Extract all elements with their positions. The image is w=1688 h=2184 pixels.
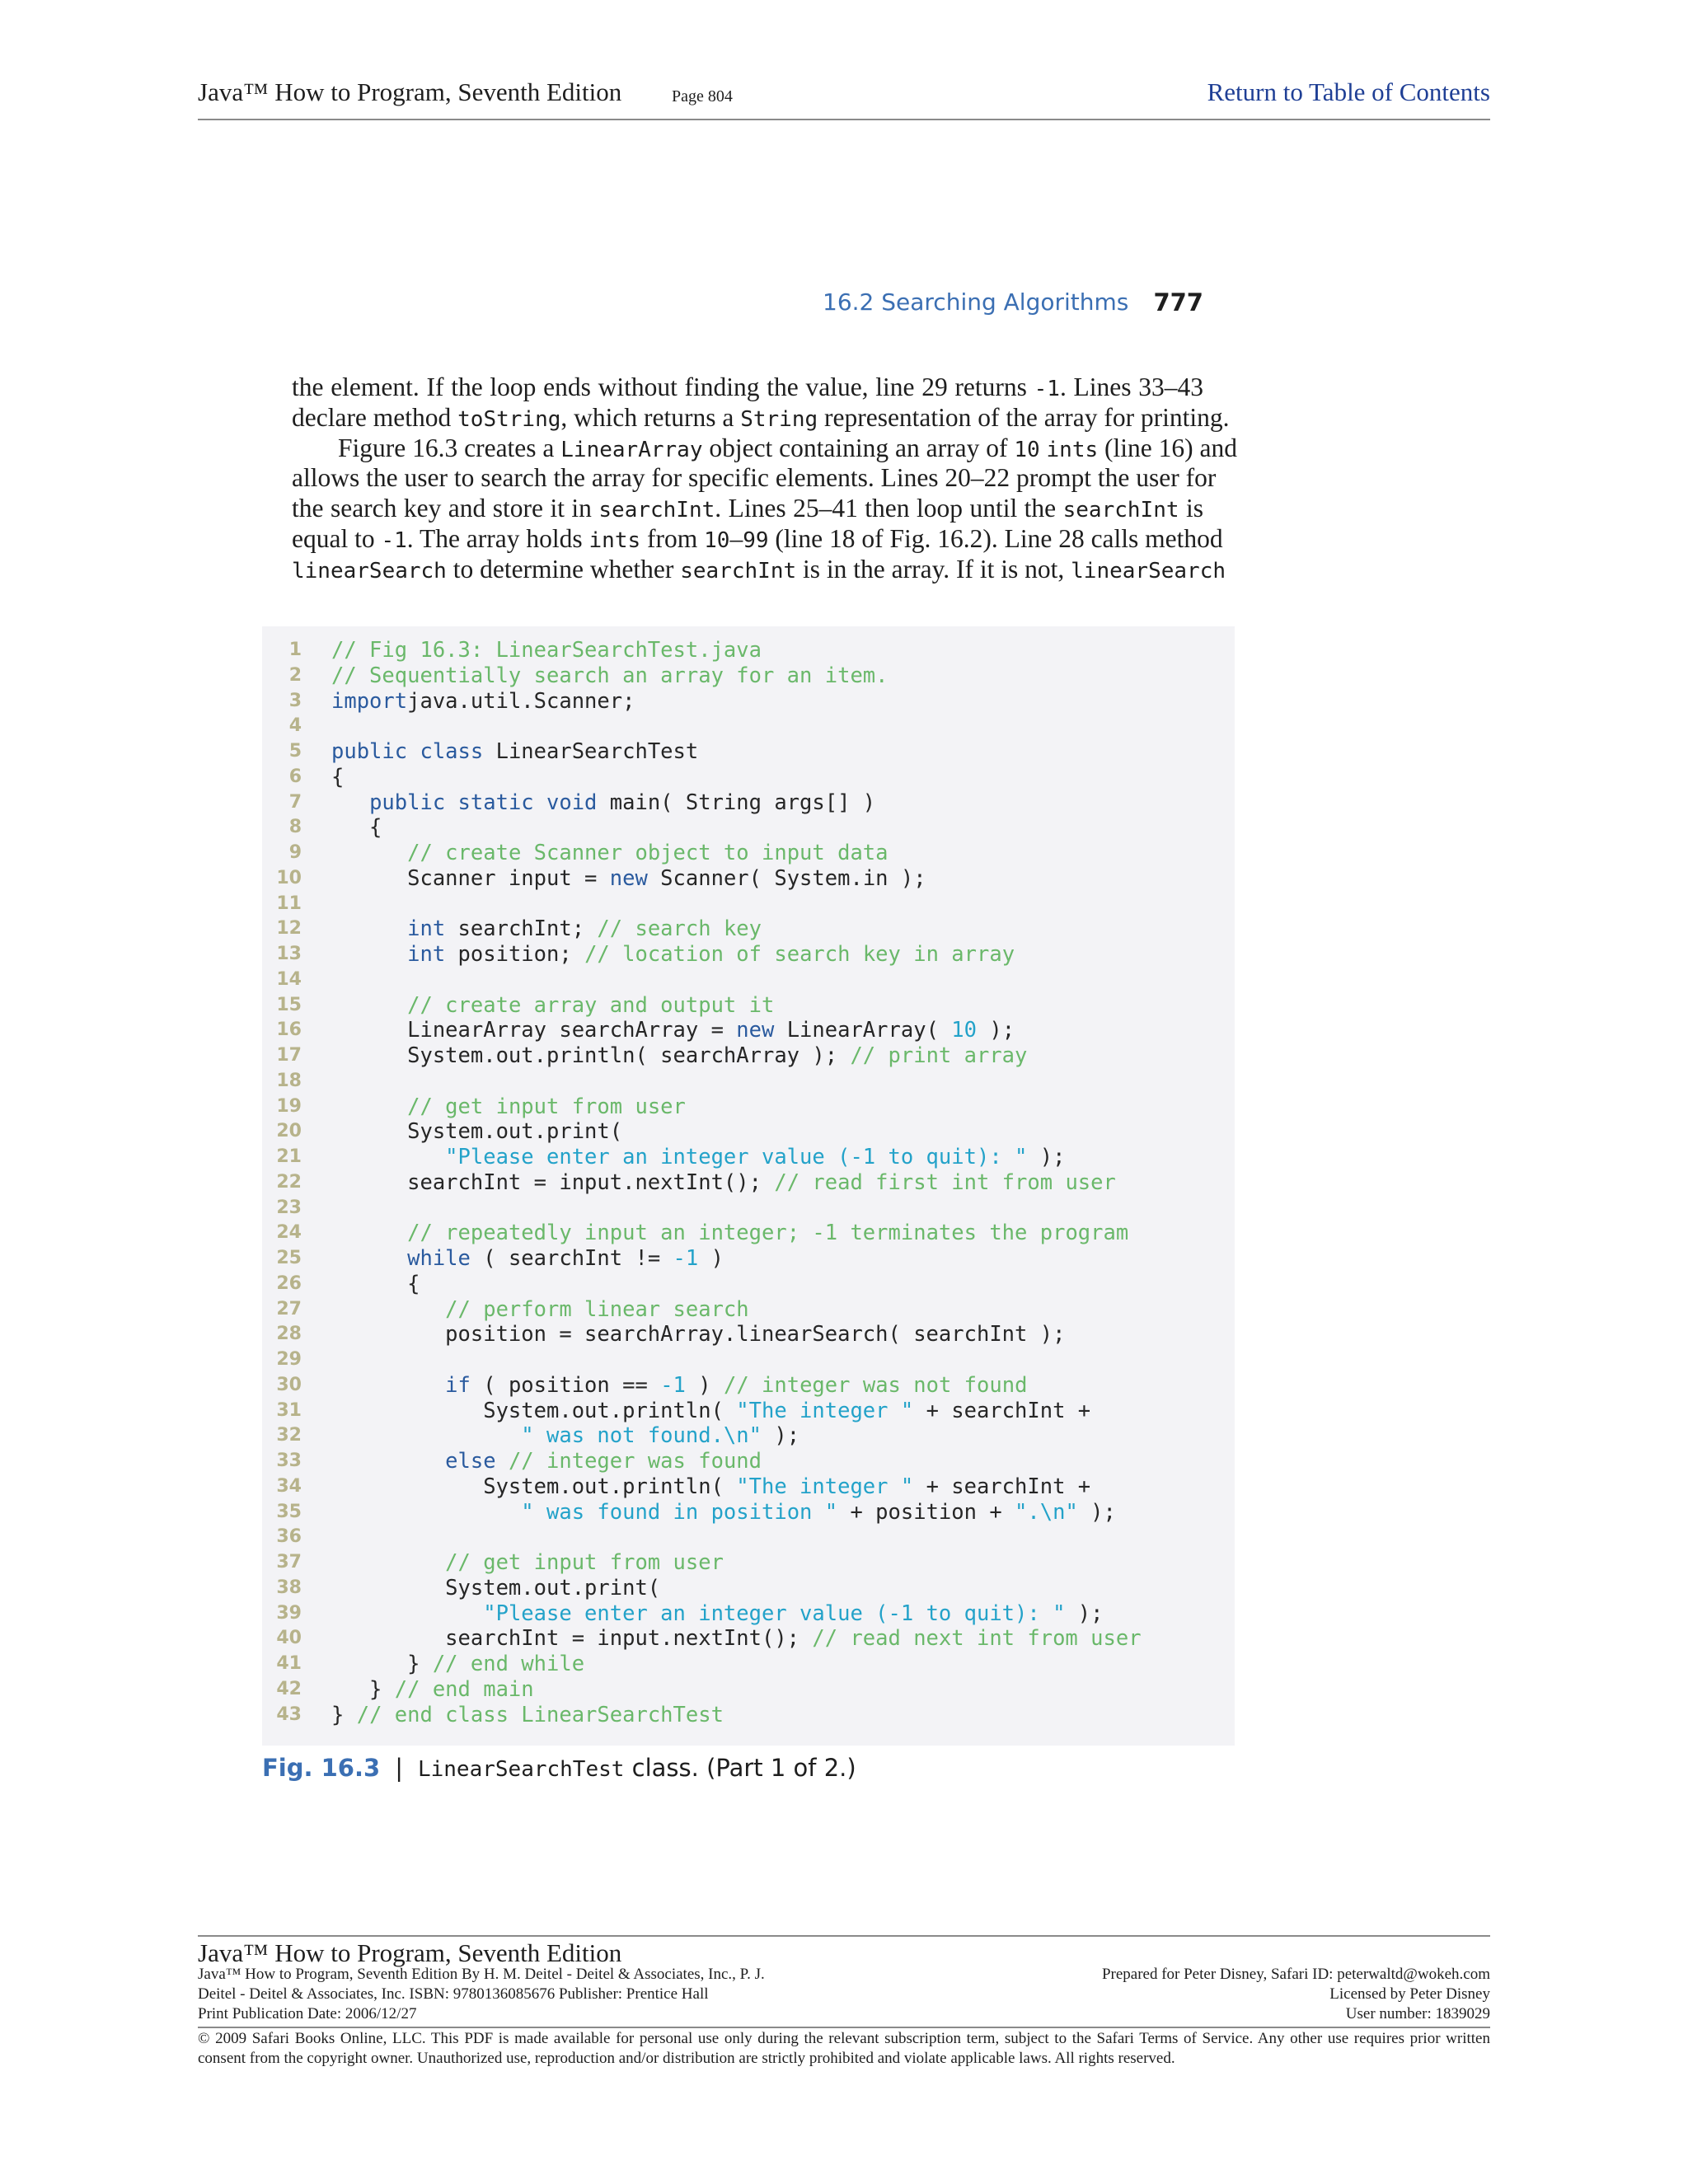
- line-number: 3: [288, 690, 302, 711]
- inline-code: 99: [743, 527, 769, 553]
- code-line: [262, 1018, 1235, 1043]
- code-token: searchInt = input.nextInt();: [331, 1626, 813, 1652]
- inline-code: ints: [1046, 437, 1099, 462]
- code-keyword: new: [736, 1018, 775, 1043]
- footer-left-line: Deitel - Deitel & Associates, Inc. ISBN: 9780136085676 Publisher: Prentice Hall: [198, 1985, 709, 2003]
- code-token: [331, 916, 407, 941]
- code-text: [331, 1703, 724, 1728]
- footer-right-line: User number: 1839029: [1345, 2005, 1490, 2022]
- code-comment: // repeatedly input an integer; -1 terminates the program: [407, 1221, 1129, 1246]
- code-comment: // Fig 16.3: LinearSearchTest.java: [331, 638, 762, 663]
- code-token: {: [331, 815, 382, 841]
- line-number: 31: [276, 1399, 302, 1421]
- code-string: "The integer ": [736, 1474, 914, 1499]
- line-number: 1: [288, 640, 302, 660]
- body-line: [292, 373, 1203, 403]
- code-token: [331, 1500, 521, 1525]
- code-line: [262, 993, 1235, 1019]
- code-text: [331, 942, 1015, 968]
- code-line: [262, 1170, 1235, 1196]
- code-line: [262, 1094, 1235, 1120]
- code-line: [262, 1449, 1235, 1474]
- code-token: System.out.print(: [331, 1575, 661, 1601]
- line-number: 32: [276, 1425, 302, 1446]
- code-token: );: [762, 1423, 800, 1449]
- line-number: 34: [276, 1475, 302, 1497]
- line-number: 11: [276, 893, 302, 914]
- code-line: [262, 765, 1235, 790]
- code-text: [331, 1474, 1090, 1500]
- code-text: [331, 1500, 1116, 1526]
- toc-link[interactable]: Return to Table of Contents: [1207, 77, 1490, 106]
- code-listing: [262, 626, 1235, 1746]
- footer-left-line: Print Publication Date: 2006/12/27: [198, 2005, 417, 2022]
- line-number: 20: [276, 1121, 302, 1142]
- code-token: );: [1065, 1601, 1104, 1626]
- body-text-run: , which returns a: [560, 402, 741, 432]
- code-line: [262, 1601, 1235, 1627]
- inline-code: searchInt: [598, 498, 715, 523]
- line-number: 14: [276, 968, 302, 990]
- code-keyword: while: [407, 1246, 471, 1271]
- body-text-run: –: [729, 523, 743, 553]
- code-string: ".\n": [1015, 1499, 1078, 1525]
- figure-caption: [262, 1754, 856, 1790]
- code-token: [331, 1297, 445, 1322]
- code-text: [331, 1043, 1027, 1069]
- code-line: [262, 1373, 1235, 1399]
- figure-label: Fig. 16.3: [262, 1754, 381, 1782]
- code-keyword: int: [407, 942, 446, 967]
- code-string: " was found in position ": [521, 1499, 838, 1525]
- code-text: [331, 739, 698, 765]
- line-number: 7: [288, 791, 302, 813]
- inline-code: -1: [1034, 377, 1060, 401]
- body-text-run: from: [640, 523, 705, 553]
- code-token: [331, 1423, 521, 1448]
- code-number: -1: [660, 1372, 686, 1398]
- line-number: 10: [276, 867, 302, 888]
- code-text: [331, 866, 926, 892]
- code-line: [262, 841, 1235, 866]
- copyright-notice: © 2009 Safari Books Online, LLC. This PDF is made available for personal use only during the relevant subscription term, subject to the Safari Terms of Service. Any other use requires prior written consent from the copyright owner. Unauthorized use, reproduction and/or distribution are strictly prohibited and violate applicable laws. All rights reserved.: [198, 2030, 1490, 2067]
- code-text: [331, 663, 889, 689]
- code-token: LinearArray(: [774, 1018, 952, 1043]
- line-number: 26: [276, 1272, 302, 1294]
- code-comment: // end class LinearSearchTest: [356, 1702, 724, 1727]
- inline-code: toString: [457, 406, 561, 432]
- code-line: [262, 790, 1235, 816]
- code-token: System.out.print(: [331, 1119, 623, 1145]
- code-line: [262, 1576, 1235, 1601]
- code-comment: // get input from user: [407, 1094, 686, 1119]
- code-text: [331, 1423, 799, 1449]
- code-comment: // location of search key in array: [584, 942, 1015, 967]
- code-text: [331, 689, 635, 715]
- code-keyword: int: [407, 916, 446, 942]
- line-number: 30: [276, 1374, 302, 1395]
- code-text: [331, 1145, 1065, 1170]
- code-text: [331, 1652, 584, 1677]
- line-number: 21: [276, 1146, 302, 1167]
- inline-code: linearSearch: [292, 558, 447, 583]
- code-comment: // search key: [597, 916, 762, 942]
- page-header: [198, 76, 1490, 120]
- code-token: System.out.println(: [331, 1398, 737, 1423]
- code-comment: // end main: [394, 1676, 534, 1702]
- code-token: Scanner( System.in );: [647, 865, 926, 891]
- code-token: [331, 841, 407, 865]
- line-number: 9: [288, 842, 302, 863]
- line-number: 40: [276, 1628, 302, 1649]
- code-text: [331, 1119, 622, 1145]
- code-keyword: import: [331, 688, 408, 714]
- body-line: [292, 494, 1203, 524]
- code-token: searchInt;: [445, 916, 598, 942]
- line-number: 18: [276, 1070, 302, 1091]
- code-token: ( position ==: [470, 1372, 661, 1398]
- code-token: [331, 942, 407, 967]
- body-text-run: object containing an array of: [702, 433, 1015, 462]
- footer-left-line: Java™ How to Program, Seventh Edition By H. M. Deitel - Deitel & Associates, Inc., P. J.: [198, 1966, 765, 1983]
- line-number: 42: [276, 1678, 302, 1699]
- body-line: [292, 402, 1230, 434]
- body-text-run: declare method: [292, 402, 458, 432]
- body-text-run: equal to: [292, 523, 382, 553]
- footer-right-line: Licensed by Peter Disney: [1329, 1985, 1490, 2003]
- page-number: 777: [1153, 288, 1203, 316]
- section-title: 16.2 Searching Algorithms: [823, 288, 1129, 316]
- code-comment: // perform linear search: [445, 1296, 749, 1322]
- body-line: [292, 554, 1226, 585]
- code-text: [331, 765, 344, 790]
- code-comment: // end while: [432, 1652, 585, 1676]
- code-text: [331, 1677, 534, 1703]
- code-lines: [262, 638, 1235, 1727]
- code-text: [331, 841, 889, 866]
- code-token: LinearSearchTest: [483, 739, 699, 764]
- line-number: 27: [276, 1298, 302, 1319]
- inline-code: LinearArray: [560, 437, 703, 462]
- code-line: [262, 1119, 1235, 1145]
- caption-class-name: LinearSearchTest: [417, 1757, 625, 1782]
- code-line: [262, 1246, 1235, 1272]
- line-number: 8: [288, 817, 302, 838]
- code-token: ): [698, 1246, 724, 1271]
- code-token: LinearArray searchArray =: [331, 1018, 737, 1043]
- line-number: 39: [276, 1602, 302, 1624]
- code-token: {: [331, 764, 345, 790]
- body-text-run: the search key and store it in: [292, 494, 599, 523]
- code-string: " was not found.\n": [521, 1423, 762, 1449]
- code-keyword: new: [609, 865, 648, 891]
- code-comment: // get input from user: [445, 1550, 724, 1575]
- code-text: [331, 1322, 1065, 1347]
- code-text: [331, 1018, 1015, 1043]
- footer-title: Java™ How to Program, Seventh Edition: [198, 1938, 622, 1967]
- line-number: 25: [276, 1248, 302, 1268]
- code-line: [262, 916, 1235, 942]
- code-text: [331, 1170, 1116, 1196]
- code-line: [262, 942, 1235, 968]
- code-string: "The integer ": [736, 1398, 914, 1423]
- code-number: 10: [951, 1018, 977, 1043]
- code-line: [262, 1069, 1235, 1094]
- line-number: 19: [276, 1095, 302, 1117]
- body-text-run: (line 16) and: [1098, 433, 1237, 462]
- line-number: 4: [288, 715, 302, 737]
- code-text: [331, 1601, 1104, 1627]
- line-number: 13: [276, 944, 302, 964]
- body-text-run: (line 18 of Fig. 16.2). Line 28 calls method: [768, 523, 1223, 553]
- code-text: [331, 993, 774, 1019]
- body-text-run: the element. If the loop ends without finding the value, line 29 returns: [292, 373, 1034, 401]
- line-number: 41: [276, 1653, 302, 1674]
- code-token: + searchInt +: [913, 1474, 1091, 1499]
- code-keyword: else: [445, 1449, 496, 1474]
- body-text-run: is: [1179, 494, 1203, 523]
- line-number: 22: [276, 1171, 302, 1193]
- line-number: 2: [288, 664, 302, 686]
- code-comment: // create Scanner object to input data: [407, 841, 889, 865]
- code-keyword: if: [445, 1372, 471, 1398]
- code-token: [496, 1449, 509, 1474]
- body-line: [292, 523, 1223, 555]
- code-comment: // print array: [850, 1043, 1028, 1068]
- line-number: 16: [276, 1019, 302, 1041]
- code-line: [262, 638, 1235, 663]
- code-token: position = searchArray.linearSearch( searchInt );: [331, 1322, 1066, 1347]
- code-token: searchInt = input.nextInt();: [331, 1169, 775, 1195]
- code-comment: // create array and output it: [407, 992, 775, 1018]
- inline-code: searchInt: [680, 558, 797, 583]
- body-line: [292, 433, 1237, 464]
- inline-code: String: [740, 406, 818, 432]
- inline-code: 10: [704, 527, 730, 553]
- code-token: [331, 1449, 445, 1474]
- code-keyword: public class: [331, 739, 484, 764]
- code-line: [262, 1347, 1235, 1373]
- code-line: [262, 1043, 1235, 1069]
- code-token: [331, 1145, 445, 1169]
- line-number: 29: [276, 1349, 302, 1370]
- line-number: 24: [276, 1222, 302, 1244]
- code-text: [331, 1221, 1128, 1246]
- code-text: [331, 790, 875, 816]
- footer-license-info: [1102, 1965, 1490, 2024]
- inline-code: ints: [588, 527, 641, 553]
- body-text-run: allows the user to search the array for specific elements. Lines 20–22 prompt the user for: [292, 463, 1217, 493]
- code-token: position;: [445, 942, 585, 967]
- code-line: [262, 1399, 1235, 1424]
- body-text-run: Figure 16.3 creates a: [338, 433, 561, 462]
- code-token: [331, 1373, 445, 1398]
- code-line: [262, 1626, 1235, 1652]
- book-title: Java™ How to Program, Seventh Edition: [198, 77, 622, 106]
- body-line: [292, 463, 1217, 494]
- code-text: [331, 916, 762, 942]
- line-number: 23: [276, 1197, 302, 1218]
- code-line: [262, 1423, 1235, 1449]
- code-token: );: [977, 1018, 1015, 1043]
- code-line: [262, 1272, 1235, 1297]
- code-token: java.util.Scanner;: [407, 688, 635, 714]
- code-text: [331, 1246, 724, 1272]
- caption-text: class. (Part 1 of 2.): [624, 1754, 856, 1782]
- code-token: }: [331, 1676, 395, 1702]
- code-token: [331, 1601, 483, 1626]
- line-number: 38: [276, 1577, 302, 1598]
- code-token: }: [331, 1702, 357, 1727]
- code-line: [262, 1145, 1235, 1170]
- code-token: [331, 790, 369, 815]
- code-line: [262, 892, 1235, 917]
- code-text: [331, 1094, 686, 1120]
- code-token: [331, 1246, 407, 1271]
- code-text: [331, 815, 382, 841]
- code-string: "Please enter an integer value (-1 to quit): ": [445, 1145, 1028, 1169]
- code-comment: // read next int from user: [812, 1626, 1142, 1652]
- line-number: 17: [276, 1045, 302, 1066]
- line-number: 36: [276, 1526, 302, 1548]
- page-label: Page 804: [672, 87, 733, 105]
- inline-code: linearSearch: [1071, 558, 1226, 583]
- code-token: [331, 1094, 407, 1119]
- code-text: [331, 1297, 749, 1323]
- body-text-run: to determine whether: [446, 554, 681, 583]
- inline-code: searchInt: [1062, 498, 1179, 523]
- code-text: [331, 1272, 420, 1297]
- body-text-run: is in the array. If it is not,: [796, 554, 1071, 583]
- code-line: [262, 1221, 1235, 1246]
- code-text: [331, 638, 762, 663]
- line-number: 12: [276, 918, 302, 940]
- code-token: + position +: [837, 1499, 1015, 1525]
- code-line: [262, 1525, 1235, 1550]
- code-token: [331, 993, 407, 1018]
- code-line: [262, 815, 1235, 841]
- body-text-run: . Lines 25–41 then loop until the: [715, 494, 1063, 523]
- code-keyword: public static void: [369, 790, 598, 815]
- line-number: 15: [276, 994, 302, 1015]
- code-line: [262, 689, 1235, 715]
- code-line: [262, 1474, 1235, 1500]
- page-footer: [198, 1935, 1490, 2067]
- code-text: [331, 1399, 1090, 1424]
- footer-publication-info: [198, 1965, 765, 2024]
- line-number: 5: [288, 741, 302, 762]
- line-number: 37: [276, 1552, 302, 1572]
- code-string: "Please enter an integer value (-1 to quit): ": [483, 1601, 1066, 1626]
- code-token: System.out.println( searchArray );: [331, 1043, 851, 1068]
- running-head: [808, 288, 1203, 323]
- code-text: [331, 1550, 724, 1576]
- line-number: 35: [276, 1501, 302, 1522]
- code-line: [262, 1677, 1235, 1703]
- code-comment: // integer was not found: [723, 1372, 1028, 1398]
- line-number: 33: [276, 1451, 302, 1471]
- footer-divider: [198, 2027, 1490, 2028]
- code-line: [262, 1550, 1235, 1576]
- code-text: [331, 1626, 1142, 1652]
- code-token: }: [331, 1652, 433, 1676]
- code-line: [262, 866, 1235, 892]
- caption-separator: |: [395, 1754, 403, 1782]
- code-comment: // integer was found: [508, 1449, 762, 1474]
- code-line: [262, 968, 1235, 993]
- code-line: [262, 739, 1235, 765]
- line-number: 28: [276, 1324, 302, 1345]
- code-token: + searchInt +: [913, 1398, 1091, 1423]
- code-line: [262, 1196, 1235, 1221]
- body-text-run: . The array holds: [406, 523, 589, 553]
- inline-code: 10: [1014, 437, 1040, 462]
- code-number: -1: [673, 1246, 699, 1271]
- code-token: ): [685, 1372, 724, 1398]
- code-line: [262, 1703, 1235, 1728]
- code-line: [262, 1652, 1235, 1677]
- code-comment: // read first int from user: [774, 1169, 1116, 1195]
- code-text: [331, 1373, 1027, 1399]
- line-number: 6: [288, 766, 302, 787]
- code-token: );: [1027, 1145, 1066, 1169]
- code-token: [331, 1221, 407, 1245]
- body-text-run: . Lines 33–43: [1059, 373, 1203, 401]
- code-line: [262, 714, 1235, 739]
- code-line: [262, 1322, 1235, 1347]
- body-paragraph: [292, 373, 1237, 585]
- line-number: 43: [276, 1704, 302, 1725]
- code-token: Scanner input =: [331, 865, 610, 891]
- code-comment: // Sequentially search an array for an item.: [331, 663, 889, 688]
- code-line: [262, 1297, 1235, 1323]
- code-line: [262, 663, 1235, 689]
- code-line: [262, 1500, 1235, 1526]
- code-token: main( String args[] ): [597, 790, 876, 815]
- code-token: ( searchInt !=: [470, 1246, 673, 1271]
- body-text-run: representation of the array for printing.: [818, 402, 1230, 432]
- body-text-run: [1040, 434, 1047, 462]
- code-token: {: [331, 1271, 420, 1296]
- code-token: System.out.println(: [331, 1474, 737, 1499]
- footer-right-line: Prepared for Peter Disney, Safari ID: peterwaltd@wokeh.com: [1101, 1966, 1490, 1983]
- code-token: [331, 1550, 445, 1575]
- code-text: [331, 1576, 660, 1601]
- inline-code: -1: [381, 527, 407, 553]
- code-token: );: [1077, 1499, 1116, 1525]
- code-text: [331, 1449, 762, 1474]
